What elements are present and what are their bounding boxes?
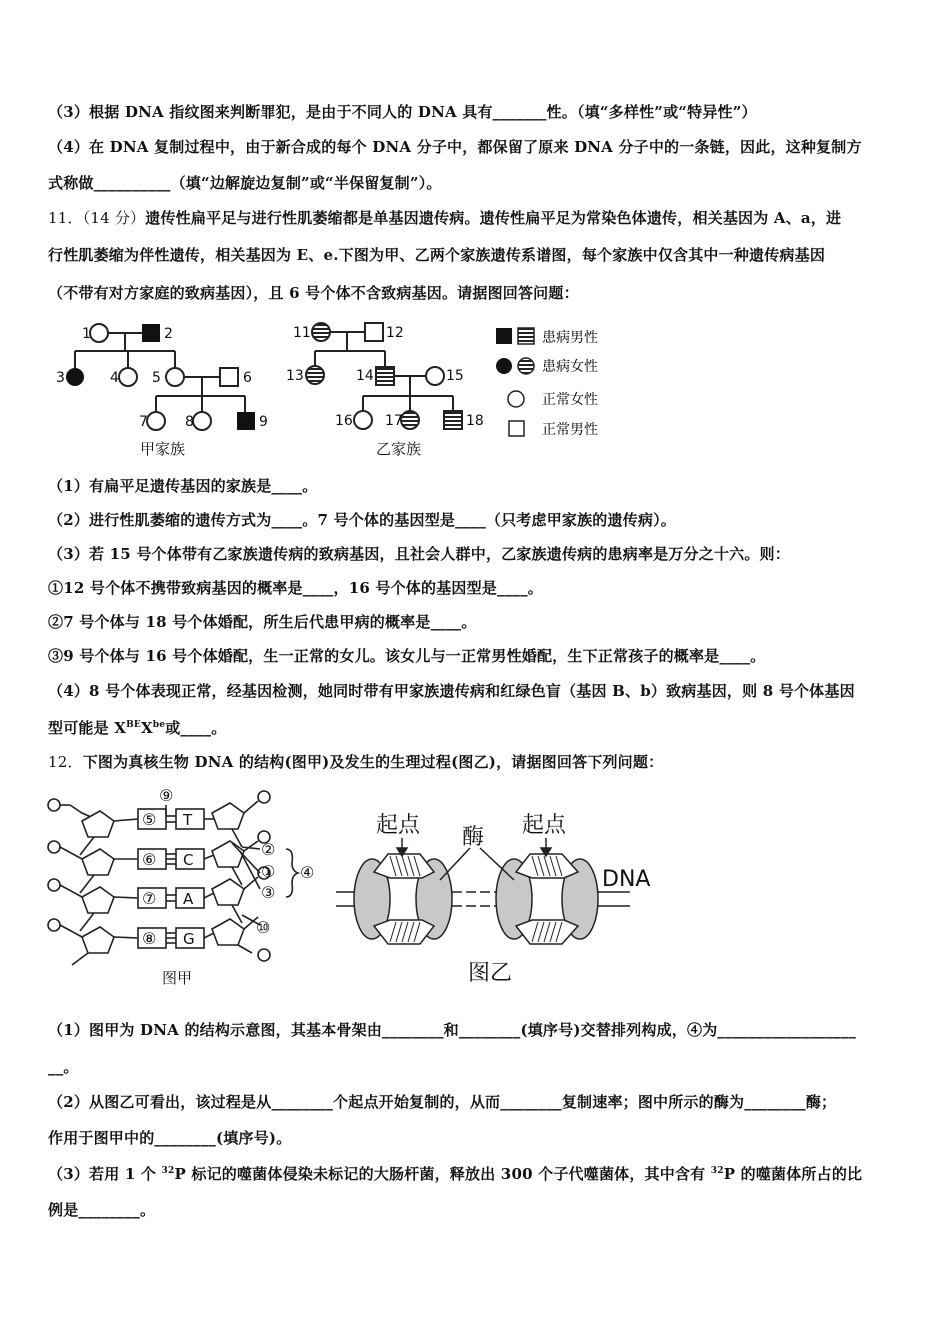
individual-3 xyxy=(66,368,84,386)
genotype-sup1: BE xyxy=(126,720,141,730)
label-13: 13 xyxy=(286,368,304,384)
label-11: 11 xyxy=(293,325,311,341)
caption-figure-a: 图甲 xyxy=(162,969,193,987)
legend-affected-female-striped xyxy=(518,358,534,374)
individual-16 xyxy=(354,411,372,429)
q12-part3-b: P 标记的噬菌体侵染未标记的大肠杆菌，释放出 300 个子代噬菌体，其中含有 xyxy=(174,1165,711,1183)
label-15: 15 xyxy=(446,368,464,384)
legend-normal-female-symbol xyxy=(508,391,524,407)
legend-normal-male-symbol xyxy=(509,421,524,436)
marker-3: ③ xyxy=(261,883,276,902)
base-a: A xyxy=(183,890,194,908)
q10-part4-line2: 式称做__________（填“边解旋边复制”或“半保留复制”）。 xyxy=(48,174,442,192)
label-5: 5 xyxy=(152,370,161,386)
q11-part4-line1: （4）8 号个体表现正常，经基因检测，她同时带有甲家族遗传病和红绿色盲（基因 B、b）致病基因，则 8 号个体基因 xyxy=(48,682,855,700)
individual-6 xyxy=(220,368,238,386)
isotope-sup1: 32 xyxy=(161,1166,175,1176)
q11-stem-line1 xyxy=(48,208,908,228)
dna-replication-figure xyxy=(330,808,670,993)
base-t: T xyxy=(183,811,193,829)
marker-5: ⑤ xyxy=(142,810,157,829)
q10-part4-line1: （4）在 DNA 复制过程中，由于新合成的每个 DNA 分子中，都保留了原来 DNA 分子中的一条链，因此，这种复制方 xyxy=(48,138,862,156)
q10-part3: （3）根据 DNA 指纹图来判断罪犯，是由于不同人的 DNA 具有_______性。（填“多样性”或“特异性”） xyxy=(48,103,757,121)
legend-affected-female: 患病女性 xyxy=(542,359,598,375)
origin-label-2: 起点 xyxy=(522,813,567,838)
legend-affected-male-solid xyxy=(496,328,512,344)
individual-15 xyxy=(426,367,444,385)
genotype-suffix: 或____。 xyxy=(165,719,227,737)
legend-normal-male: 正常男性 xyxy=(542,422,598,438)
individual-5 xyxy=(166,368,184,386)
individual-11 xyxy=(312,323,330,341)
q11-stem-line2: 行性肌萎缩为伴性遗传，相关基因为 E、e.下图为甲、乙两个家族遗传系谱图，每个家族中仅含其中一种遗传病基因 xyxy=(48,246,826,264)
pedigree-figure xyxy=(50,316,620,461)
label-17: 17 xyxy=(385,413,403,429)
marker-1: ① xyxy=(261,862,276,881)
q12-part3-line2: 例是________。 xyxy=(48,1201,156,1219)
legend-affected-male-striped xyxy=(518,328,534,344)
individual-13 xyxy=(306,366,324,384)
dna-structure-figure xyxy=(42,785,332,995)
individual-14 xyxy=(376,367,394,385)
q12-part3-a: （3）若用 1 个 xyxy=(48,1165,162,1183)
q11-part3-sub3: ③9 号个体与 16 号个体婚配，生一正常的女儿。该女儿与一正常男性婚配，生下正常孩子的概率是____。 xyxy=(48,647,766,665)
q12-part2-line1: （2）从图乙可看出，该过程是从________个起点开始复制的，从而________复制速率；图中所示的酶为________酶； xyxy=(48,1093,837,1111)
genotype-prefix: 型可能是 X xyxy=(48,719,127,737)
individual-12 xyxy=(365,323,383,341)
q11-part3-sub1: ①12 号个体不携带致病基因的概率是____，16 号个体的基因型是____。 xyxy=(48,579,543,597)
genotype-sup2: be xyxy=(152,720,166,730)
q12-part1-line2: __。 xyxy=(48,1058,79,1076)
marker-4: ④ xyxy=(300,863,315,882)
q11-part2: （2）进行性肌萎缩的遗传方式为____。7 号个体的基因型是____（只考虑甲家族的遗传病）。 xyxy=(48,511,676,529)
marker-10: ⑩ xyxy=(256,918,271,937)
q12-stem xyxy=(48,752,908,772)
isotope-sup2: 32 xyxy=(710,1166,724,1176)
q11-part4-line2 xyxy=(48,718,908,738)
q11-part1: （1）有扁平足遗传基因的家族是____。 xyxy=(48,477,318,495)
individual-17 xyxy=(401,411,419,429)
q11-part3: （3）若 15 号个体带有乙家族遗传病的致病基因，且社会人群中，乙家族遗传病的患病率是万分之十六。则： xyxy=(48,545,790,563)
individual-1 xyxy=(90,324,108,342)
label-14: 14 xyxy=(356,368,374,384)
label-16: 16 xyxy=(335,413,353,429)
q12-part2-line2: 作用于图甲中的________(填序号)。 xyxy=(48,1129,292,1147)
q12-part3-c: P 的噬菌体所占的比 xyxy=(723,1165,863,1183)
individual-9 xyxy=(237,412,255,430)
label-3: 3 xyxy=(56,370,65,386)
q12-part3-line1 xyxy=(48,1164,908,1184)
label-9: 9 xyxy=(259,414,268,430)
individual-4 xyxy=(119,368,137,386)
marker-8: ⑧ xyxy=(142,929,157,948)
individual-7 xyxy=(147,412,165,430)
base-c: C xyxy=(183,851,194,869)
individual-2 xyxy=(142,324,160,342)
individual-18 xyxy=(444,411,462,429)
caption-figure-b: 图乙 xyxy=(468,961,513,986)
label-8: 8 xyxy=(185,414,194,430)
origin-label-1: 起点 xyxy=(376,813,421,838)
base-g: G xyxy=(183,930,195,948)
label-6: 6 xyxy=(243,370,252,386)
q12-number: 12． xyxy=(48,753,83,771)
enzyme-label: 酶 xyxy=(462,825,485,850)
marker-9: ⑨ xyxy=(159,786,174,805)
dna-label: DNA xyxy=(602,867,651,892)
legend-normal-female: 正常女性 xyxy=(542,392,598,408)
marker-7: ⑦ xyxy=(142,889,157,908)
q11-stem-text: 遗传性扁平足与进行性肌萎缩都是单基因遗传病。遗传性扁平足为常染色体遗传，相关基因为 A、a，进 xyxy=(145,209,842,227)
label-2: 2 xyxy=(164,326,173,342)
label-18: 18 xyxy=(466,413,484,429)
label-7: 7 xyxy=(139,414,148,430)
label-12: 12 xyxy=(386,325,404,341)
individual-8 xyxy=(193,412,211,430)
label-4: 4 xyxy=(110,370,119,386)
marker-2: ② xyxy=(261,840,276,859)
legend-affected-male: 患病男性 xyxy=(542,330,598,346)
q11-stem-line3: （不带有对方家庭的致病基因），且 6 号个体不含致病基因。请据图回答问题： xyxy=(48,284,579,302)
family-b-caption: 乙家族 xyxy=(376,440,422,458)
q11-number: 11．（14 分） xyxy=(48,209,146,227)
q12-part1-line1: （1）图甲为 DNA 的结构示意图，其基本骨架由________和________(填序号)交替排列构成，④为__________________ xyxy=(48,1021,857,1039)
family-a-caption: 甲家族 xyxy=(140,440,186,458)
q12-stem-text: 下图为真核生物 DNA 的结构(图甲)及发生的生理过程(图乙)，请据图回答下列问题： xyxy=(82,753,664,771)
genotype-x: X xyxy=(140,719,153,737)
marker-6: ⑥ xyxy=(142,850,157,869)
legend-affected-female-solid xyxy=(496,358,512,374)
label-1: 1 xyxy=(82,326,91,342)
q11-part3-sub2: ②7 号个体与 18 号个体婚配，所生后代患甲病的概率是____。 xyxy=(48,613,477,631)
